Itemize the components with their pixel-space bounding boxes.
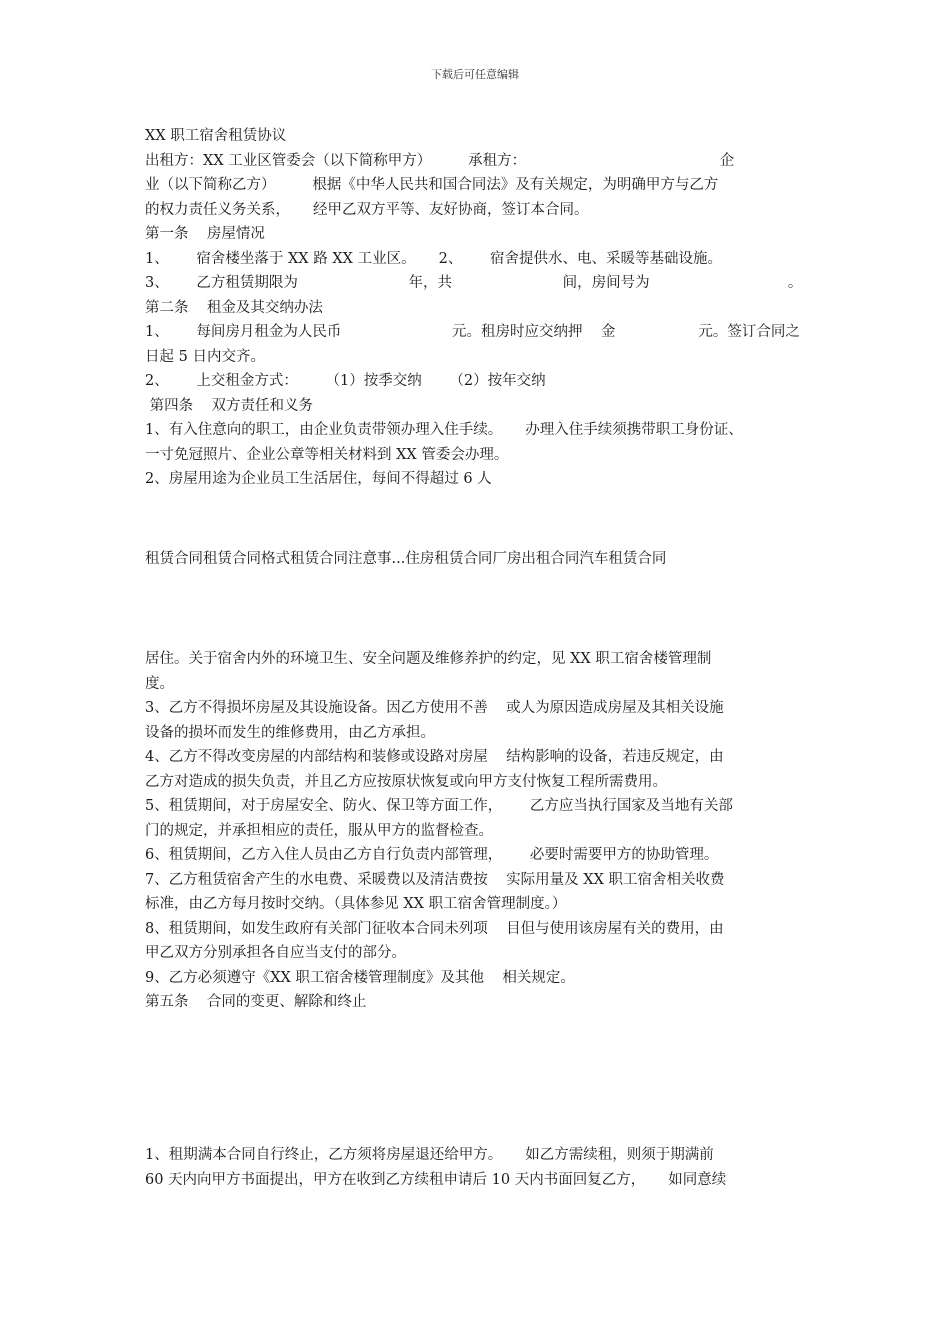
text-line: 60 天内向甲方书面提出，甲方在收到乙方续租申请后 10 天内书面回复乙方， 如同意续 bbox=[145, 1171, 727, 1188]
text-line: 3、乙方不得损坏房屋及其设施设备。因乙方使用不善 或人为原因造成房屋及其相关设施 bbox=[145, 700, 724, 716]
article-heading: 第五条 合同的变更、解除和终止 bbox=[145, 994, 367, 1010]
text-line: 日起 5 日内交齐。 bbox=[145, 348, 265, 365]
text-line: 门的规定，并承担相应的责任，服从甲方的监督检查。 bbox=[145, 822, 493, 839]
text-line: 7、乙方租赁宿舍产生的水电费、采暖费以及清洁费按 实际用量及 XX 职工宿舍相关收费 bbox=[145, 871, 725, 888]
text-line: 标准，由乙方每月按时交纳。（具体参见 XX 职工宿舍管理制度。） bbox=[145, 896, 567, 912]
text-line: 甲乙双方分别承担各自应当支付的部分。 bbox=[145, 945, 406, 961]
text-line: 9、乙方必须遵守《XX 职工宿舍楼管理制度》及其他 相关规定。 bbox=[145, 969, 575, 986]
text-line: 2、房屋用途为企业员工生活居住，每间不得超过 6 人 bbox=[145, 471, 492, 487]
text-line: 3、 乙方租赁期限为 年，共 间，房间号为 。 bbox=[145, 275, 803, 291]
text-line: 1、 宿舍楼坐落于 XX 路 XX 工业区。 2、 宿舍提供水、电、采暖等基础设施。 bbox=[145, 250, 723, 267]
related-links-line bbox=[145, 547, 809, 572]
text-line: 1、租期满本合同自行终止，乙方须将房屋退还给甲方。 如乙方需续租，则须于期满前 bbox=[145, 1147, 714, 1163]
text-line: 一寸免冠照片、企业公章等相关材料到 XX 管委会办理。 bbox=[145, 446, 509, 463]
text-line: 出租方：XX 工业区管委会（以下简称甲方） 承租方： 企 bbox=[145, 152, 735, 169]
text-line: 度。 bbox=[145, 675, 174, 692]
article-heading: 第四条 双方责任和义务 bbox=[145, 397, 314, 414]
text-line: 业（以下简称乙方） 根据《中华人民共和国合同法》及有关规定，为明确甲方与乙方 bbox=[145, 177, 719, 193]
text-line: 6、租赁期间，乙方入住人员由乙方自行负责内部管理， 必要时需要甲方的协助管理。 bbox=[145, 847, 719, 863]
article-heading: 第二条 租金及其交纳办法 bbox=[145, 299, 323, 316]
text-line: 8、租赁期间，如发生政府有关部门征收本合同未列项 目但与使用该房屋有关的费用，由 bbox=[145, 920, 724, 937]
article-heading: 第一条 房屋情况 bbox=[145, 226, 265, 242]
contract-section-2 bbox=[145, 647, 809, 1015]
contract-section-3 bbox=[145, 1143, 809, 1192]
text-line: 租赁合同租赁合同格式租赁合同注意事...住房租赁合同厂房出租合同汽车租赁合同 bbox=[145, 551, 667, 567]
text-line: 1、有入住意向的职工，由企业负责带领办理入住手续。 办理入住手续须携带职工身份证、 bbox=[145, 422, 743, 438]
page-header: 下载后可任意编辑 bbox=[431, 68, 519, 81]
contract-section-1 bbox=[145, 124, 809, 492]
text-line: 4、乙方不得改变房屋的内部结构和装修或设路对房屋 结构影响的设备，若违反规定，由 bbox=[145, 749, 724, 765]
text-line: 居住。关于宿舍内外的环境卫生、安全问题及维修养护的约定，见 XX 职工宿舍楼管理制 bbox=[145, 651, 712, 667]
text-line: 2、 上交租金方式： （1）按季交纳 （2）按年交纳 bbox=[145, 373, 546, 389]
text-line: 的权力责任义务关系， 经甲乙双方平等、友好协商，签订本合同。 bbox=[145, 201, 589, 218]
text-line: 5、租赁期间，对于房屋安全、防火、保卫等方面工作， 乙方应当执行国家及当地有关部 bbox=[145, 798, 733, 814]
text-line: 1、 每间房月租金为人民币 元。租房时应交纳押 金 元。签订合同之 bbox=[145, 324, 800, 340]
text-line: 乙方对造成的损失负责，并且乙方应按原状恢复或向甲方支付恢复工程所需费用。 bbox=[145, 773, 667, 790]
document-title: XX 职工宿舍租赁协议 bbox=[145, 128, 287, 144]
text-line: 设备的损坏而发生的维修费用，由乙方承担。 bbox=[145, 724, 435, 741]
